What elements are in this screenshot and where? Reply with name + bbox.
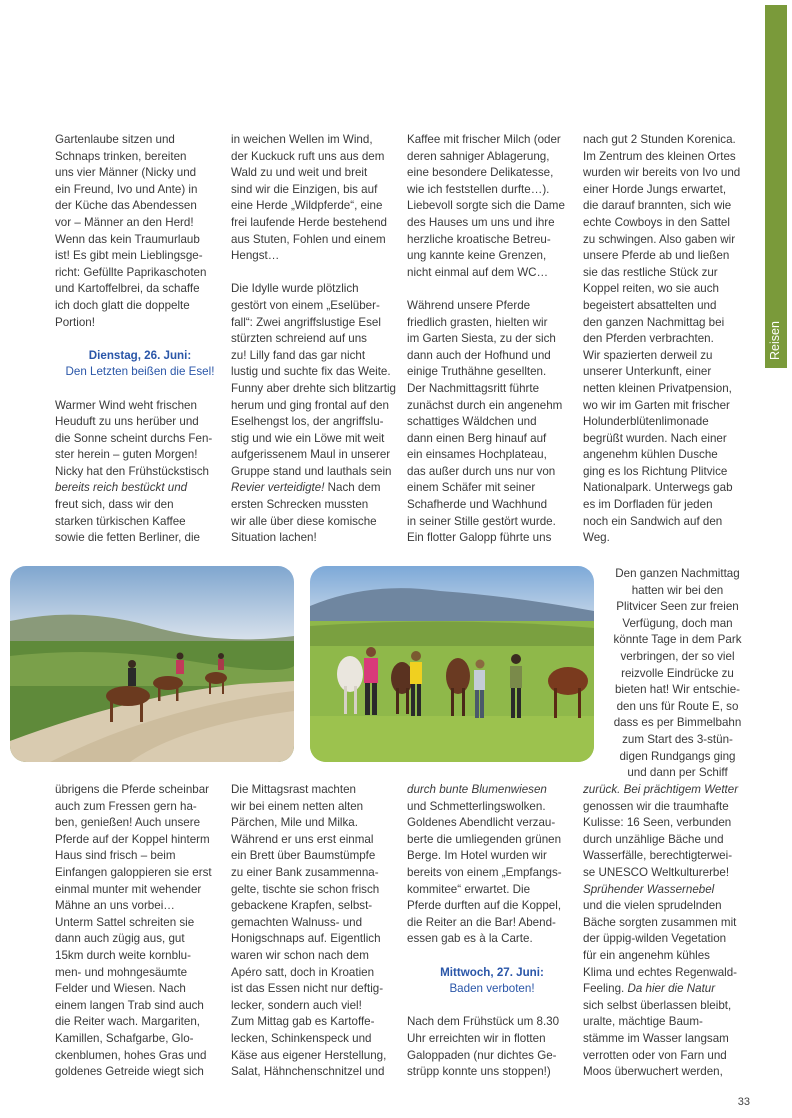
photo-riders-on-road	[10, 566, 294, 762]
paragraph: nach gut 2 Stunden Korenica. Im Zentrum des kleinen Ortes wurden wir bereits von Ivo und einer Horde Jungs erwartet, die darauf brannten, sich wie echte Cowboys in den Sattel zu schwingen. Also gaben wir unsere Pferde ab und ließen sie das restliche Stück zur Koppel reiten, wo sie auch begeistert absattelten und den ganzen Nachmittag bei den Pferden verbrachten. Wir spazierten derweil zu unserer Unterkunft, einer netten kleinen Privatpension, wo wir im Garten mit frischer Holunderblütenlimonade begrüßt wurden. Nach einer angenehm kühlen Dusche ging es los Richtung Plitvice Nationalpark. Unterwegs gab es im Dorfladen für jeden noch ein Sandwich auf den Weg.	[583, 133, 741, 545]
photo-group-with-horses	[310, 566, 594, 762]
column-2-bottom	[231, 782, 401, 1081]
paragraph: in weichen Wellen im Wind, der Kuckuck ruft uns aus dem Wald zu und weit und breit sind wir die Einzigen, bis auf eine Herde „Wildpferde“, eine frei laufende Herde bestehend aus Stuten, Fohlen und einem Hengst…	[231, 133, 387, 263]
column-1-bottom	[55, 782, 225, 1081]
column-3-top	[407, 132, 577, 547]
paragraph: Die Idylle wurde plötzlich gestört von einem „Eselüber- fall“: Zwei angriffslustige Esel stürzten schreiend auf uns zu! Lilly fand das gar nicht lustig und suchte fix das Weite. Funny aber drehte sich blitzartig herum und ging frontal auf den Eselhengst los, der angriffslu- stig und wie ein Löwe mit weit aufgerissenem Maul in unserer Gruppe stand und lauthals sein Revier verteidigte! Nach dem ersten Schrecken mussten wir alle über diese komische Situation lachen!	[231, 282, 396, 545]
paragraph: Kaffee mit frischer Milch (oder deren sahniger Ablagerung, eine besondere Delikatesse, wie ich feststellen durfte…). Liebevoll sorgte sich die Dame des Hauses um uns und ihre herzliche kroatische Betreu- ung kannte keine Grenzen, nicht einmal auf dem WC…	[407, 133, 565, 279]
column-4-middle	[600, 566, 755, 782]
column-4-bottom	[583, 782, 755, 1081]
day-subheading: Den Letzten beißen die Esel!	[65, 365, 215, 379]
paragraph: Die Mittagsrast machten wir bei einem netten alten Pärchen, Mile und Milka. Während er uns erst einmal ein Brett über Baumstümpfe zu einer Bank zusammenna- gelte, tischte sie schon frisch gebackene Krapfen, selbst- gemachten Walnuss- und Honigschnaps auf. Eigentlich waren wir schon nach dem Apéro satt, doch in Kroatien ist das Essen nicht nur deftig- lecker, sondern auch viel! Zum Mittag gab es Kartoffe- lecken, Schinkenspeck und Käse aus eigener Herstellung, Salat, Hähnchenschnitzel und	[231, 783, 387, 1079]
column-2-top	[231, 132, 401, 547]
day-heading: Dienstag, 26. Juni:	[88, 348, 192, 362]
paragraph: Während unsere Pferde friedlich grasten, hielten wir im Garten Siesta, zu der sich dann auch der Hofhund und einige Truthähne gesellten. Der Nachmittagsritt führte zunächst durch ein angenehm schattiges Wäldchen und dann einen Berg hinauf auf ein einsames Hochplateau, das außer durch uns nur von einem Schäfer mit seiner Schafherde und Wachhund in seiner Stille gestört wurde. Ein flotter Galopp führte uns	[407, 298, 563, 545]
day-heading: Mittwoch, 27. Juni:	[440, 965, 544, 979]
paragraph: Warmer Wind weht frischen Heuduft zu uns herüber und die Sonne scheint durchs Fen- ster herein – guten Morgen! Nicky hat den Frühstückstisch bereits reich bestückt und freut sich, dass wir den starken türkischen Kaffee sowie die fetten Berliner, die	[55, 398, 213, 545]
paragraph: zurück. Bei prächtigem Wetter genossen wir die traumhafte Kulisse: 16 Seen, verbunden durch unzählige Bäche und Wasserfälle, berechtigterwei- se UNESCO Weltkulturerbe! Sprühender Wassernebel und die vielen sprudelnden Bäche sorgten zusammen mit der üppig-wilden Vegetation für ein angenehm kühles Klima und echtes Regenwald- Feeling. Da hier die Natur sich selbst überlassen bleibt, uralte, mächtige Baum- stämme im Wasser langsam verrotten oder von Farn und Moos überwuchert werden,	[583, 783, 739, 1079]
section-tab	[765, 5, 787, 368]
column-3-bottom	[407, 782, 577, 1081]
column-4-top	[583, 132, 755, 547]
section-tab-label: Reisen	[768, 321, 782, 360]
paragraph: übrigens die Pferde scheinbar auch zum Fressen gern ha- ben, genießen! Auch unsere Pferde auf der Koppel hinterm Haus sind frisch – beim Einfangen galoppieren sie erst einmal munter mit wehender Mähne an uns vorbei… Unterm Sattel schreiten sie dann auch zügig aus, gut 15km durch weite kornblu- men- und mohngesäumte Felder und Wiesen. Nach einem langen Trab sind auch die Reiter wach. Margariten, Kamillen, Schafgarbe, Glo- ckenblumen, hohes Gras und goldenes Getreide wiegt sich	[55, 783, 212, 1079]
page-number: 33	[737, 1096, 750, 1108]
paragraph: durch bunte Blumenwiesen und Schmetterlingswolken. Goldenes Abendlicht verzau- berte die umliegenden grünen Berge. Im Hotel wurden wir bereits von einem „Empfangs- kommitee“ erwartet. Die Pferde durften auf die Koppel, die Reiter an die Bar! Abend- essen gab es à la Carte.	[407, 783, 562, 946]
paragraph: Gartenlaube sitzen und Schnaps trinken, bereiten uns vier Männer (Nicky und ein Freund, Ivo und Ante) in der Küche das Abendessen vor – Männer an den Herd! Wenn das kein Traumurlaub ist! Es gibt mein Lieblingsge- richt: Gefüllte Paprikaschoten und Kartoffelbrei, da schaffe ich doch glatt die doppelte Portion!	[55, 133, 207, 329]
paragraph: Den ganzen Nachmittag hatten wir bei den Plitvicer Seen zur freien Verfügung, doch man könnte Tage in dem Park verbringen, der so viel reizvolle Eindrücke zu bieten hat! Wir entschie- den uns für Route E, so dass es per Bimmelbahn zum Start des 3-stün- digen Rundgangs ging und dann per Schiff	[613, 567, 742, 780]
column-1-top	[55, 132, 225, 547]
paragraph: Nach dem Frühstück um 8.30 Uhr erreichten wir in flotten Galoppaden (nur dichtes Ge- strüpp konnte uns stoppen!)	[407, 1015, 560, 1079]
day-subheading: Baden verboten!	[449, 982, 535, 996]
